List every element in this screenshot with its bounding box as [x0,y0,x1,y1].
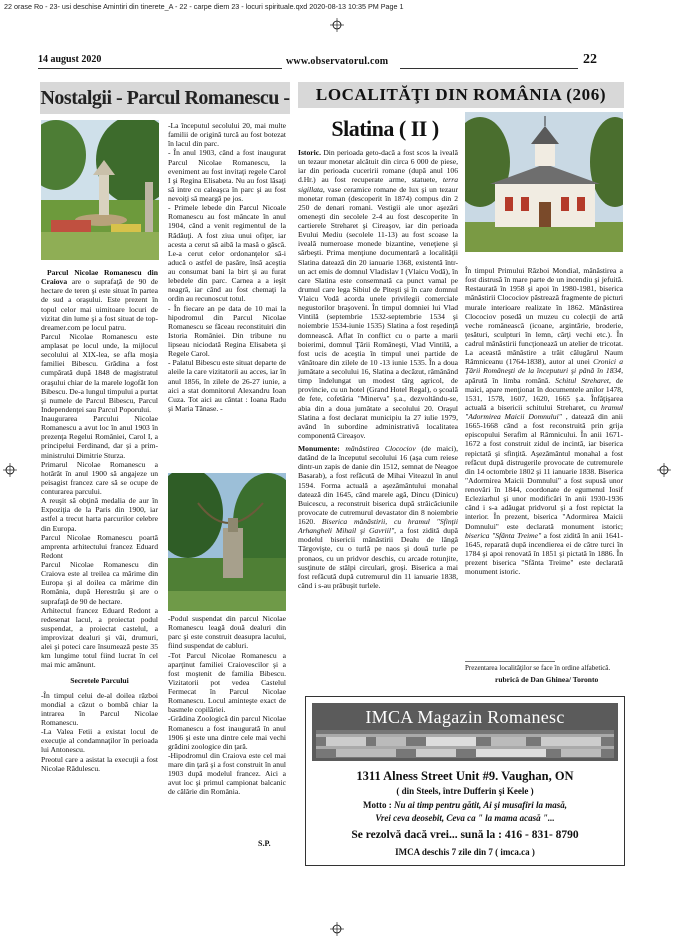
imca-address: 1311 Alness Street Unit #9. Vaughan, ON [356,769,574,783]
paragraph: -Podul suspendat din parcul Nicolae Romanescu leagă două dealuri din parc şi este construit deasupra lacului, fiind suspendat de cabluri. [168,614,286,651]
page-number: 22 [583,52,597,67]
paragraph: , datează din anii 1665-1668 când a fost reconstruită prin grija episcopului Serafim al Râmnicului. În anii 1671-1672 a fost construit zidul de incintă, iar biserica repictată şi sfinţită. Aşezământul monahal a fost refăcut după distrugerile provocate de cutremurele din 14 octombrie 1802 şi 11 ianuarie 1838. Biserica "Adormirea Maicii Domnului" a fost supusă unor renovări în 1844, coordonate de egumenul Iosif Ecleziarhul şi unor modificări în anii 1930-1936 când i s-a adăugat pridvorul şi a fost repictat la interior. În prezent, biserica "Adormirea Maicii Domnului" este declarată monument istoric; [465,412,624,531]
paragraph: Parcul Nicolae Romanescu este amplasat pe locul unde, la mijlocul secolului al XIX-lea, se afla moşia familiei Bibescu. Grădina a fost cumpărată după 1848 de magistratul oraşului chiar de la marele logofăt Ion Bibescu. De-a lungul timpului a purtat şi numele de Parcul Bibescu, Parcul Independenţei sau Parcul Poporului. [41,331,158,414]
imca-header [312,703,618,761]
shelves-image-icon [316,730,614,758]
imca-motto-text: Nu ai timp pentru gătit, Ai şi musafiri la masă, [391,800,567,810]
column-parc-1 [41,268,158,868]
registration-mark-left-icon [3,463,17,477]
paragraph: -La Valea Fetii a existat locul de execuţie al condamnaţilor în perioada lui Antonescu. [41,727,158,755]
section-banner-nostalgii: Nostalgii - Parcul Romanescu - [40,82,290,114]
paragraph: a fost zidită în anii 1641-1645, reparată după incendierea ei de către turci în 1784 şi apoi renovată în 1851 şi pictată în 1886. În prezent biserica "Sfânta Treime" este declarată monument istoric. [465,530,624,577]
imca-motto-2: Vrei ceva deosebit, Ceva ca " la mama acasă "... [375,813,555,823]
column-parc-2-bottom [168,614,286,854]
imca-hours: IMCA deschis 7 zile din 7 ( imca.ca ) [395,847,535,857]
subheading-secretele: Secretele Parcului [70,675,129,685]
slatina-church-photo [465,112,623,252]
paragraph: - În anul 1903, când a fost inaugurat Parcul Nicolae Romanescu, la eveniment au fost invitaţi regele Carol I şi Regina Elisabeta. Nu au fost lăsaţi să intre cu caleaşca în parc şi au fost nevoiţi să meargă pe jos. [168,148,286,203]
imca-advertisement [305,696,625,866]
paragraph: Preotul care a asistat la execuţii a fost Nicolae Rădulescu. [41,754,158,773]
lead-istoric: Istoric. [298,148,321,157]
italic-term: hramul "Adormirea Maicii Domnului" [465,402,623,421]
paragraph: -Hipodromul din Craiova este cel mai mare din ţară şi a fost construit în anul 1903 după modelul francez. Aici a avut loc şi primul campionat balcanic de călărie din România. [168,750,286,797]
paragraph: -În timpul celui de-al doilea război mondial a căzut o bombă chiar la intrarea în Parcul Nicolae Romanescu. [41,690,158,727]
note-alphabetical: Prezentarea localităţilor se face în ordine alfabetică. [465,664,611,672]
imca-motto-label: Motto : [363,800,392,810]
paragraph: - În fiecare an pe data de 10 mai la hipodromul din Parcul Nicolae Romanescu se făceau reconstituiri din Istoria României. Din tribune nu lipseau niciodată Regina Elisabeta şi Regele Carol. [168,303,286,359]
note-rule [465,661,555,662]
italic-term: Schitul Streharet [555,375,609,385]
imca-title: IMCA Magazin Romanesc [365,707,565,727]
paragraph: , apărută în limba română. [465,366,623,385]
imca-motto-1 [306,800,624,810]
paragraph: A reuşit să obţină medalia de aur în Expoziţia de la Paris din 1900, iar astfel a trecut harta parcurilor celebre din Europa. [41,496,158,533]
paragraph: - Palatul Bibescu este situat departe de aleile la care vizitatorii au acces, iar în anul 1856, în zilele de 26-27 iunie, a aici a stat domnitorul Alexandru Ioan Cuza. Tot aici au cântat : Ioana Radu şi Maria Tănase. - [168,358,286,413]
park-gazebo-photo [41,120,159,260]
paragraph: Parcul Nicolae Romanescu din Craiova este al treilea ca mărime din Europa şi al doilea ca mărime din România, după Herestrău şi are o suprafaţă de 90 de hectare. [41,560,158,606]
paragraph: - Primele lebede din Parcul Nicoale Romanescu au fost mâncate în anul 1904, când a venit regimentul de la Rădăuţi. A fost ziua unui ofiţer, iar acesta a cerut să aibă la masă o gâscă. Le-a cerut celor ordonanţelor să-i aducă o astfel de pasăre, însă aceştia au consumat bani la birt şi au furat lebedele din parc. Carnea a a ieşit neagră, iar când au fost chemaţi la ordin au recunoscut totul. [168,203,286,304]
italic-term: Cronici a Ţării Româneşti de la începuturi şi până în 1834 [465,357,623,376]
paragraph: , vase ceramice romane de lux şi un tezaur monetar roman (descoperit în 1874) compus din 2 250 de denari romani. Vestigii ale unor aşezări omeneşti din secolele 2-4 au fost descoperite în cartierele Streharet şi Cireaşov, iar din perioada Evului Mediu (secolele 11-13) au fost scoase la iveală numeroase monede bizantine, veneţiene şi sârbeşti. Prima menţiune documentară a localităţii Slatina datează din 20 ianuarie 1368, existentă într-un act emis de domnul Vladislav I (Vlaicu Vodă), în care Slatina este consemnată ca punct vamal pe drumul care lega Sibiul de Piteşti şi în care domnul Vlaicu Vodă acorda unele privilegii comerciale negustorilor braşoveni. În timpul domniei lui Vlad Vintilă (septembrie 1532-septembrie 1534 şi noiembrie 1534-iunie 1535) Slatina a fost reşedinţă domnească. Aflat în conflict cu o parte a marii boierimi, domnul Ţării Româneşti, Vlad Vintilă, a fost ucis de aceştia în timpul unei partide de vânătoare din zilele de 10 -13 iunie 1535. În a doua jumătate a secolului 16, Slatina a decăzut, rămânând timp îndelungat un modest târg agricol, de provincie, cu un hotel (Grand Hotel Regal), o şcoală de fete, cofetăria "Minerva" ş.a., dezvoltându-se, abia din a doua jumătate a secolului 20. Oraşul Slatina a fost declarat municipiu la 27 iulie 1979, având în subordine administrativă localitatea componentă Cireaşov. [298,184,458,440]
print-slug: 22 orase Ro - 23- usi deschise Amintiri din tinerete_A - 22 - carpe diem 23 - locuri spirituale.qxd 2020-08-13 10:35 PM Page 1 [4,2,404,11]
lead-parc: Parcul Nicolae Romanescu din Craiova [41,268,158,287]
column-slatina-1 [298,148,458,688]
column-parc-2-top [168,121,286,471]
byline: rubrică de Dan Ghinea/ Toronto [495,675,599,684]
paragraph: Primarul Nicolae Romanescu a hotărât în anul 1900 să angajeze un peisagist francez care să se ocupe de conturarea parcului. [41,459,158,496]
paragraph: -Tot Parcul Nicolae Romanescu a aparţinut familiei Craiovescilor şi a fost moştenit de familia Bibescu. Vizitatorii pot vedea Castelul Fermecat în Parcul Nicolae Romanescu. Locul aminteşte exact de basmele copilăriei. [168,650,286,715]
section-banner-localitati: LOCALITĂŢI DIN ROMÂNIA (206) [298,82,624,108]
column-slatina-2 [465,266,623,666]
paragraph: (de maici), datând de la începutul secolului 16 (aşa cum reiese dintr-un zapis de danie din 1512, semnat de Neagoe Basarab), a fost refăcută de Mihai Viteazul în anul 1594. Forma actuală a aşezământului monahal datează din 1645, când marele agă, Dincu (Dinicu) Buicescu, a reconstruit biserica după străicăciunile provocate de cutremurul devastator din 8 noiembrie 1620. [298,444,458,526]
website-link[interactable]: www.observatorul.com [286,56,389,67]
imca-phone: Se rezolvă dacă vrei... sună la : 416 - 831- 8790 [351,829,579,841]
issue-date: 14 august 2020 [38,54,102,65]
suspended-bridge-photo [168,473,286,611]
italic-term: mănăstirea Clocociov [339,444,416,453]
italic-term: terra sigillata [298,175,458,194]
registration-mark-right-icon [657,463,671,477]
header-rule-right [400,68,578,69]
italic-term: biserica "Sfânta Treime" [465,530,542,540]
paragraph: -La începutul secolului 20, mai multe familii de origină turcă au fost botezat în lacul din parc. [168,121,286,149]
italic-term: Biserica mănăstirii, cu hramul "Sfinţii Arhangheli Mihail şi Gavriil" [298,517,459,536]
lead-monumente: Monumente: [298,444,340,453]
imca-between: ( din Steels, între Dufferin şi Keele ) [396,786,534,796]
paragraph: , de maici, apare menţionat în documentele anilor 1478, 1531, 1578, 1607, 1620, 1665 ş.a. Înfăţişarea actuală a bisericii schitului Streharet, cu [465,375,624,412]
header-rule-left [38,68,282,69]
article-title-slatina: Slatina ( II ) [331,116,439,141]
registration-mark-top-icon [330,18,344,32]
paragraph: are o suprafaţă de 90 de hectare de teren şi este situat în partea de sud a oraşului. Este prezent în topul celor mai uimitoare locuri de vizitat din lume şi a fost situat de top-dreamer.com pe locul patru. [41,277,158,332]
paragraph: Parcul Nicolae Romanescu poartă amprenta arhitectului francez Eduard Redont [41,532,158,560]
paragraph: -Grădina Zoologică din parcul Nicolae Romanescu a fost inaugurată în anul 1906 şi este una dintre cele mai vechi grădini zoologice din ţară. [168,714,286,751]
paragraph: Arhitectul francez Eduard Redont a redesenat lacul, a proiectat podul suspendat, a proiectat castelul, a improvizat dealuri şi văi, drumuri, alei şi poteci care însumează peste 35 km lungime totul fiind lucrat în cel mai mic amănunt. [41,605,158,670]
paragraph: Din perioada geto-dacă a fost scos la iveală un tezaur monetar alcătuit din circa 6 000 de piese, iar din perioada cuceririi romane (după anul 106 d.Hr.) au fost recuperate arme, statuete, [298,148,458,185]
signature-sp: S.P. [258,839,271,848]
registration-mark-bottom-icon [330,922,344,936]
paragraph: , a fost zidită după modelul bisericii mănăstirii Dealu de lângă Târgovişte, cu o turlă pe naos şi două turle pe pronaos, cu un pridvor deschis, cu arcade rotunjite, susţinute de stâlpi circulari, groşi. Biserica a mai fost refăcută după cutremurul din 11 ianuarie 1838, când i s-au prăbuşit turlele. [298,526,458,590]
paragraph: Inaugurarea Parcului Nicolae Romanescu a avut loc în anul 1903 în prezenţa Regelui României, Carol I, a principelui Ferdinand, dar şi a prim-ministrului Dimitrie Sturza. [41,414,158,460]
paragraph: În timpul Primului Război Mondial, mânăstirea a fost distrusă în mare parte de un incendiu şi jefuită. Restaurată în 1958 şi apoi în 1980-1981, biserica mănăstirii Clocociov păstrează fragmente de picturi murale interioare realizate în 1862. Mănăstirea Clocociov posedă un muzeu cu colecţii de artă veche românească (icoane, argintărie, broderie, ţesături, sculpturi în lemn, cărţi vechi etc.). În cadrul mănăstirii funcţionează un atelier de tricotat. La această mănăstire a trăit călugărul Naum Râmniceanu (1764-1838), autor al unei [465,266,623,367]
